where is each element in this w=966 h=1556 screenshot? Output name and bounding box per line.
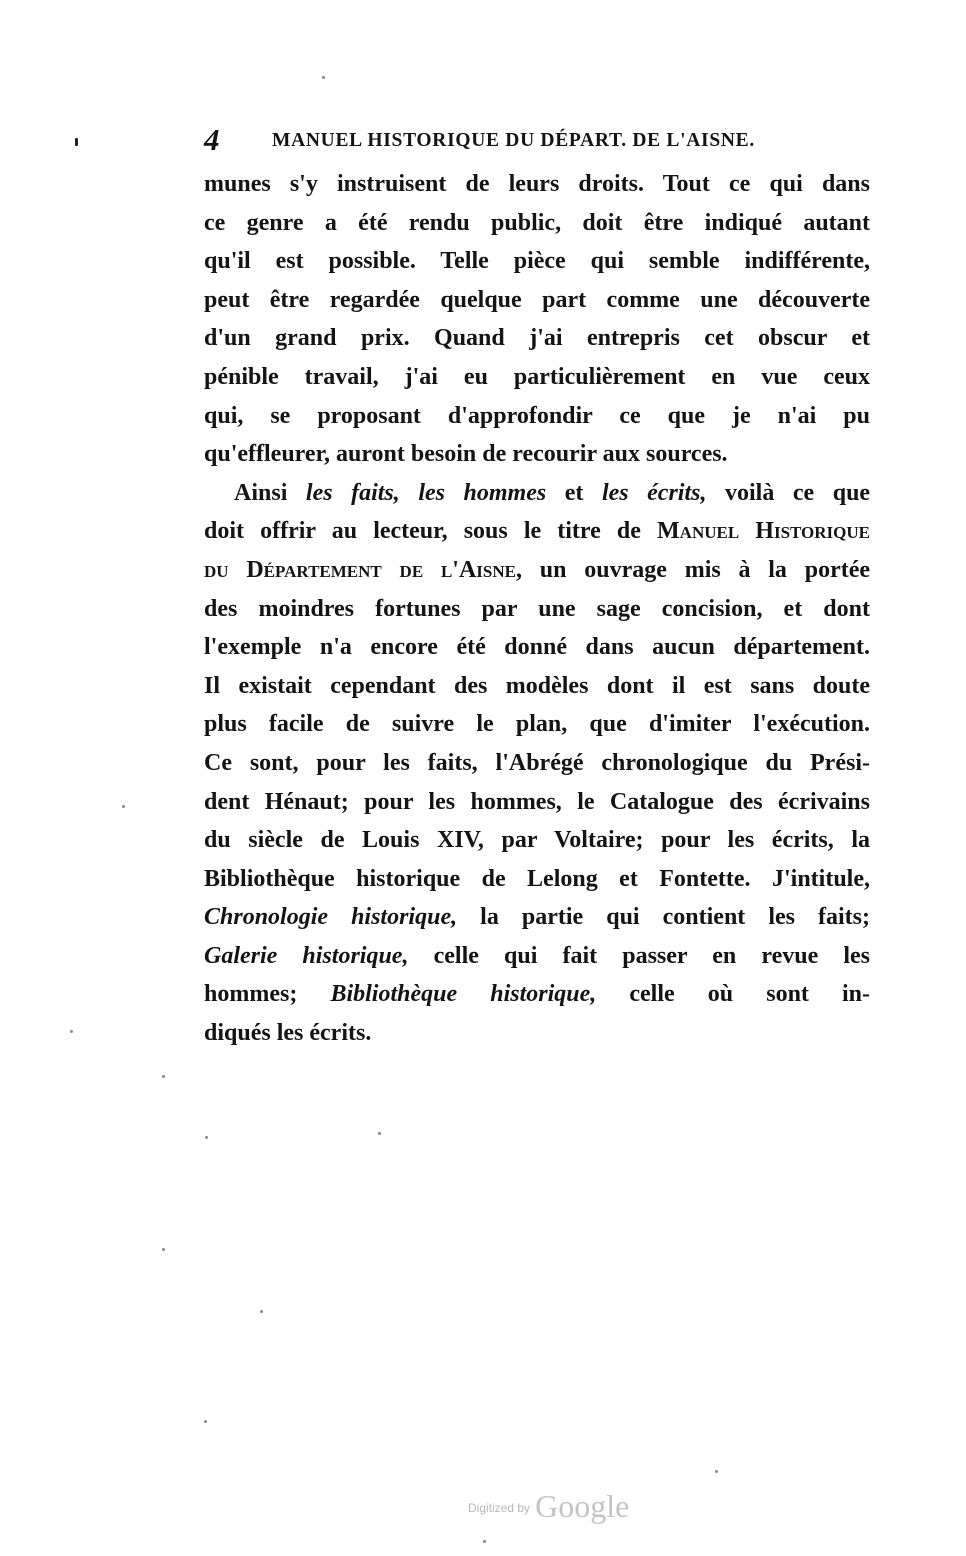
text-line: Ce sont, pour les faits, l'Abrégé chronologique du Prési- bbox=[204, 749, 870, 776]
text-line: l'exemple n'a encore été donné dans aucun département. bbox=[204, 634, 870, 661]
scan-speck bbox=[715, 1470, 718, 1473]
text-line: Il existait cependant des modèles dont il est sans doute bbox=[204, 672, 870, 699]
text-line: peut être regardée quelque part comme une découverte bbox=[204, 286, 870, 313]
text-line: munes s'y instruisent de leurs droits. Tout ce qui dans bbox=[204, 171, 870, 197]
scan-speck bbox=[322, 76, 325, 79]
scan-speck bbox=[204, 1420, 207, 1423]
scan-speck bbox=[162, 1248, 165, 1251]
scan-speck bbox=[162, 1075, 165, 1078]
text-line: dent Hénaut; pour les hommes, le Catalogue des écrivains bbox=[204, 788, 870, 815]
small-caps-title: du Département de l'Aisne, bbox=[204, 556, 522, 583]
scan-speck bbox=[70, 1030, 73, 1033]
italic-fragment: Galerie historique, bbox=[204, 942, 409, 969]
text-fragment: doit offrir au lecteur, sous le titre de bbox=[204, 518, 641, 545]
google-logo: Google bbox=[535, 1488, 630, 1524]
text-line: Bibliothèque historique de Lelong et Fontette. J'intitule, bbox=[204, 865, 870, 892]
paragraph-1 bbox=[204, 165, 870, 474]
text-line: diqués les écrits. bbox=[204, 1020, 372, 1047]
text-fragment: Ainsi bbox=[234, 479, 288, 506]
body-text bbox=[204, 165, 870, 1053]
scan-speck bbox=[260, 1310, 263, 1313]
scan-speck bbox=[205, 1136, 208, 1139]
text-fragment: un ouvrage mis à la portée bbox=[539, 556, 871, 583]
digitized-label: Digitized by bbox=[468, 1501, 531, 1515]
text-line: qui, se proposant d'approfondir ce que je n'ai pu bbox=[204, 402, 870, 429]
digitized-watermark bbox=[468, 1488, 668, 1528]
text-line: d'un grand prix. Quand j'ai entrepris cet obscur et bbox=[204, 325, 870, 352]
text-line: des moindres fortunes par une sage concision, et dont bbox=[204, 595, 870, 622]
italic-fragment: les faits, bbox=[305, 479, 400, 506]
text-line bbox=[204, 512, 870, 551]
paragraph-2 bbox=[204, 474, 870, 1053]
italic-fragment: les hommes bbox=[418, 479, 547, 506]
small-caps-title: Manuel Historique bbox=[657, 518, 871, 545]
text-line bbox=[204, 474, 870, 513]
text-line: du siècle de Louis XIV, par Voltaire; pour les écrits, la bbox=[204, 827, 870, 854]
text-line bbox=[204, 937, 870, 976]
text-fragment: celle qui fait passer en revue les bbox=[433, 942, 871, 969]
text-line bbox=[204, 975, 870, 1014]
text-fragment: celle où sont in- bbox=[629, 981, 871, 1008]
page-header bbox=[204, 122, 870, 158]
page-number: 4 bbox=[204, 122, 220, 157]
italic-fragment: Chronologie historique, bbox=[204, 904, 458, 931]
italic-fragment: les écrits, bbox=[601, 479, 707, 506]
running-head: MANUEL HISTORIQUE DU DÉPART. DE L'AISNE. bbox=[272, 130, 755, 151]
text-line bbox=[204, 898, 870, 937]
text-fragment: voilà ce que bbox=[725, 479, 871, 506]
scan-speck bbox=[122, 805, 125, 808]
text-fragment: la partie qui contient les faits; bbox=[480, 904, 871, 931]
italic-fragment: Bibliothèque historique, bbox=[330, 981, 597, 1008]
text-line: qu'effleurer, auront besoin de recourir aux sources. bbox=[204, 441, 728, 468]
scan-speck bbox=[75, 138, 78, 146]
scan-speck bbox=[378, 1132, 381, 1135]
text-fragment: et bbox=[564, 479, 584, 506]
text-line: pénible travail, j'ai eu particulièrement en vue ceux bbox=[204, 363, 870, 390]
text-line: qu'il est possible. Telle pièce qui semble indifférente, bbox=[204, 248, 870, 275]
text-fragment: hommes; bbox=[204, 981, 298, 1008]
scan-speck bbox=[483, 1540, 486, 1543]
text-line: plus facile de suivre le plan, que d'imiter l'exécution. bbox=[204, 711, 870, 738]
text-line bbox=[204, 551, 870, 590]
text-line: ce genre a été rendu public, doit être indiqué autant bbox=[204, 209, 870, 236]
